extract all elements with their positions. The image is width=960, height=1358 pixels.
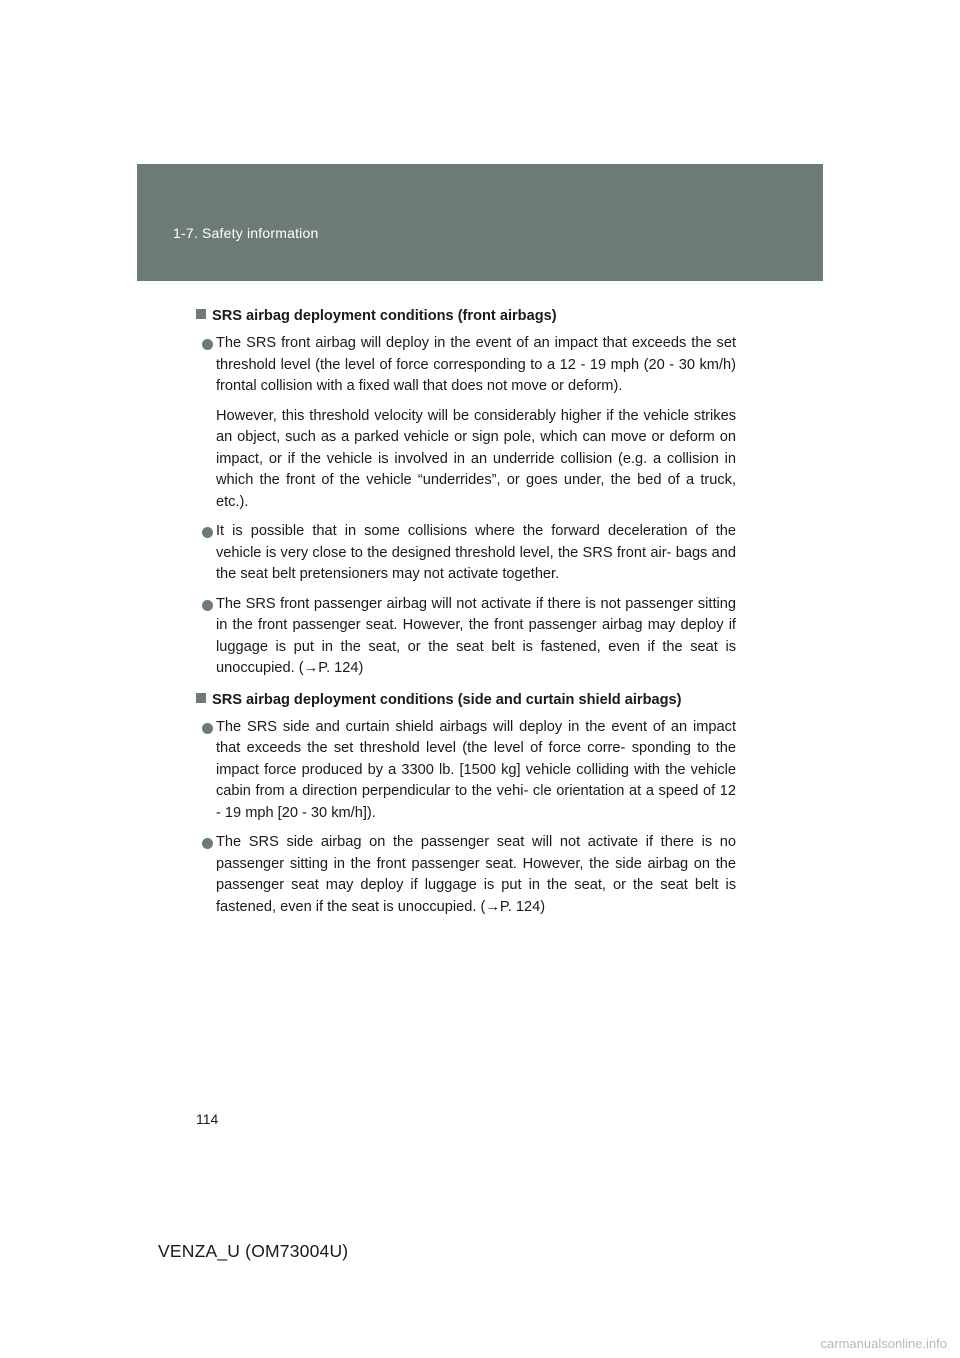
list-item	[196, 594, 736, 680]
section-title: 1-7. Safety information	[173, 225, 319, 241]
round-bullet-icon	[202, 838, 213, 849]
list-item	[196, 333, 736, 513]
square-bullet-icon	[196, 309, 206, 319]
round-bullet-icon	[202, 527, 213, 538]
watermark: carmanualsonline.info	[820, 1336, 947, 1351]
header-band	[137, 164, 823, 281]
round-bullet-icon	[202, 600, 213, 611]
content-body	[196, 306, 736, 926]
paragraph: The SRS side and curtain shield airbags will deploy in the event of an impact that exceeds the set threshold level (the level of force corre- sponding to the impact force produced by a 3300 lb. [1500 kg] vehicle colliding with the vehicle cabin from a direction perpendicular to the vehi- cle orientation at a speed of 12 - 19 mph [20 - 30 km/h]).	[216, 718, 736, 821]
section-front-airbags	[196, 306, 736, 680]
paragraph: The SRS front airbag will deploy in the event of an impact that exceeds the set threshold level (the level of force corresponding to a 12 - 19 mph (20 - 30 km/h) frontal collision with a fixed wall that does not move or deform).	[216, 335, 736, 394]
section-heading-text: SRS airbag deployment conditions (front airbags)	[212, 308, 557, 324]
page-number: 114	[196, 1111, 219, 1127]
section-heading-text: SRS airbag deployment conditions (side and curtain shield airbags)	[212, 691, 682, 708]
paragraph: It is possible that in some collisions where the forward deceleration of the vehicle is very close to the designed threshold level, the SRS front air- bags and the seat belt pretensioners may not activate together.	[216, 523, 736, 582]
round-bullet-icon	[202, 723, 213, 734]
list-item	[196, 717, 736, 825]
paragraph: The SRS front passenger airbag will not activate if there is not passenger sitting in the front passenger seat. However, the front passenger airbag may deploy if luggage is put in the seat, or the seat belt is fastened, even if the seat is unoccupied. (→P. 124)	[216, 595, 736, 676]
list-item	[196, 521, 736, 586]
paragraph: However, this threshold velocity will be considerably higher if the vehicle strikes an object, such as a parked vehicle or sign pole, which can move or deform on impact, or if the vehicle is involved in an underride collision (e.g. a collision in which the front of the vehicle “underrides”, or goes under, the bed of a truck, etc.).	[216, 407, 736, 510]
round-bullet-icon	[202, 339, 213, 350]
paragraph: The SRS side airbag on the passenger seat will not activate if there is no passenger sitting in the front passenger seat. However, the side airbag on the passenger seat may deploy if luggage is put in the seat, or the seat belt is fastened, even if the seat is unoccupied. (→P. 124)	[216, 834, 736, 915]
section-heading	[196, 306, 736, 326]
document-code: VENZA_U (OM73004U)	[158, 1241, 349, 1261]
section-heading	[196, 690, 736, 710]
list-item	[196, 832, 736, 918]
section-side-curtain-airbags	[196, 690, 736, 919]
square-bullet-icon	[196, 693, 206, 703]
